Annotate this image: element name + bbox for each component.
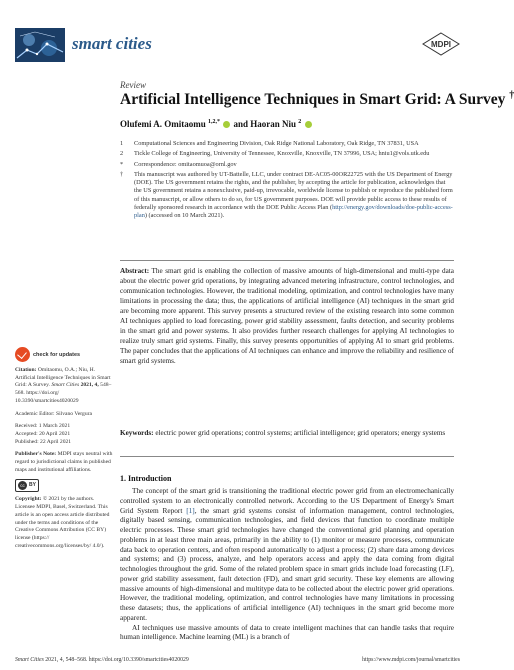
funding-note-text: This manuscript was authored by UT-Battelle, LLC, under contract DE-AC05-00OR22725 with the US Department of Energy (DOE). The US government retains the rights, and the publisher, by accepting the article for publication, acknowledges that the US government retains a nonexclusive, paid-up, irrevocable, worldwide license to publish or reproduce the published form of this manuscript, or allow others to do so, for US government purposes. DOE will provide public access to these results of federally sponsored research in accordance with the DOE Public Access Plan ( (134, 170, 453, 212)
footer-doi[interactable]: 2021, 4, 548–568. https://doi.org/10.3390/smartcities4020029 (45, 657, 189, 663)
author-line (120, 119, 313, 129)
cc-by-label: BY (29, 482, 36, 489)
citation-journal: Smart Cities (51, 382, 80, 389)
received-date: Received: 1 March 2021 (15, 423, 71, 430)
check-icon (15, 347, 30, 362)
check-updates-button[interactable] (15, 347, 115, 362)
abstract-label: Abstract: (120, 267, 150, 275)
footer-citation (15, 657, 189, 663)
doe-plan-link[interactable]: http://energy.gov/downloads/doe-public-access-plan (134, 204, 453, 220)
footer-journal: Smart Cities (15, 657, 44, 663)
intro-p1-before: The concept of the smart grid is transitioning the traditional electric power grid from an electromechanically controlled system to an electronically controlled network. According to the US Department of Energy's Smart Grid System Report (120, 486, 454, 515)
affiliation-mark: * (120, 160, 124, 168)
divider (120, 456, 454, 457)
keywords (120, 428, 454, 438)
divider (120, 260, 454, 261)
publisher-note-label: Publisher's Note: (15, 451, 57, 458)
funding-note (134, 171, 454, 221)
affiliation-mark: † (120, 170, 124, 178)
section-heading: 1. Introduction (120, 474, 172, 483)
orcid-icon[interactable] (305, 121, 312, 128)
citation-volume: 2021, 4, (80, 382, 99, 389)
intro-p1-after: , the smart grid systems consist of information management, control technologies, digitally based sensing, communication technologies, and field devices that function to coordinate multiple electric processes. These smart grid technologies have changed the conventional grid planning and operation problems in at least three main areas, primarily in the ability to (1) monitor or measure processes, communicate data back to operation centers, and often respond automatically to adjust a process; (2) share data among devices and systems; and (3) process, analyze, and help operators access and apply the data coming from digital technologies throughout the grid. Some of the related problem space in smart grids include load forecasting (LF), power grid stability assessment, fault detection (FD), and smart grid security. These key elements are allowing massive amounts of high-dimensional and multitype data to be collected about the electric power grid operations. However, the traditional modeling, optimization, and control technologies have many limitations in processing these datasets; thus, the applications of artificial intelligence (AI) techniques in the smart grid become more apparent. (120, 505, 454, 622)
intro-paragraph-1 (120, 486, 454, 623)
orcid-icon[interactable] (223, 121, 230, 128)
correspondence-text: Correspondence: omitaomuoa@ornl.gov (134, 160, 237, 168)
copyright-label: Copyright: (15, 496, 42, 503)
affiliation-mark: 2 (120, 150, 124, 158)
citation-block (15, 367, 115, 406)
author-2[interactable]: Haoran Niu (250, 119, 297, 129)
affiliation-item (120, 140, 454, 148)
journal-logo-icon (15, 28, 65, 62)
affiliations (120, 140, 454, 221)
mdpi-logo-text: MDPI (431, 40, 451, 49)
citation-label: Citation: (15, 367, 37, 373)
affiliation-item (120, 161, 454, 169)
footer-url[interactable]: https://www.mdpi.com/journal/smartcities (362, 657, 460, 663)
author-1-affil: 1,2,* (208, 119, 220, 125)
abstract (120, 266, 454, 366)
affiliation-item (120, 171, 454, 221)
affiliation-text: Computational Sciences and Engineering Division, Oak Ridge National Laboratory, Oak Ridge, TN 37831, USA (134, 140, 419, 147)
published-date: Published: 22 April 2021 (15, 438, 72, 445)
author-joiner: and (233, 119, 249, 129)
page-footer (15, 657, 460, 663)
copyright-block (15, 496, 115, 550)
affiliation-mark: 1 (120, 140, 124, 147)
affiliation-text: Tickle College of Engineering, University of Tennessee, Knoxville, Knoxville, TN 37996, USA; hniu1@vols.utk.edu (134, 150, 430, 158)
keywords-label: Keywords: (120, 429, 154, 437)
citation-text: Omitaomu, O.A.; Niu, H. Artificial Intelligence Techniques in Smart Grid: A Survey. (15, 367, 111, 389)
funding-note-after: ) (accessed on 10 March 2021). (144, 212, 225, 220)
publisher-note (15, 451, 115, 474)
reference-link[interactable]: [1] (186, 505, 195, 515)
check-updates-label: check for updates (33, 351, 81, 358)
affiliation-item (120, 150, 454, 158)
academic-editor: Academic Editor: Silvano Vergura (15, 410, 92, 417)
publisher-note-text: MDPI stays neutral with regard to jurisdictional claims in published maps and institutional affiliations. (15, 451, 113, 473)
title-text: Artificial Intelligence Techniques in Smart Grid: A Survey (120, 91, 506, 109)
journal-name: smart cities (72, 34, 152, 53)
intro-paragraph-2: AI techniques use massive amounts of data to create intelligent machines that can handle tasks that require human intelligence. Machine learning (ML) is a branch of (120, 622, 454, 642)
title-dagger: † (509, 90, 514, 101)
mdpi-logo-icon (422, 32, 460, 56)
accepted-date: Accepted: 20 April 2021 (15, 430, 71, 437)
article-sidebar (15, 347, 115, 550)
article-type: Review (120, 80, 146, 90)
author-1[interactable]: Olufemi A. Omitaomu (120, 119, 206, 129)
author-2-affil: 2 (298, 119, 302, 125)
cc-icon: cc (18, 481, 27, 490)
article-title (120, 90, 514, 109)
intro-body (120, 486, 454, 642)
journal-header (15, 26, 460, 66)
copyright-text: © 2021 by the authors. Licensee MDPI, Basel, Switzerland. This article is an open access article distributed under the terms and conditions of the Creative Commons Attribution (CC BY) license (https:// creativecommons.org/licenses/by/ 4.0/). (15, 496, 110, 549)
keywords-text: electric power grid operations; control systems; artificial intelligence; grid operators; energy systems (155, 429, 446, 437)
abstract-text: The smart grid is enabling the collection of massive amounts of high-dimensional and multi-type data about the electric power grid operations, by integrating advanced metering infrastructure, control technologies, and communication technologies. However, the traditional modeling, optimization, and control technologies have many limitations in processing the data; thus, the applications of artificial intelligence (AI) techniques in the smart grid are becoming more apparent. This survey presents a structured review of the existing research into some common AI techniques applied to load forecasting, power grid stability assessment, faults detection, and security problems in the smart grid and power systems. It also provides further research challenges for applying AI technologies to realize truly smart grid systems. Finally, this survey presents opportunities of applying AI to smart grid problems. The paper concludes that the applications of AI techniques can enhance and improve the reliability and resilience of smart grid systems. (120, 267, 454, 365)
cc-license-badge[interactable] (15, 479, 39, 492)
citation-doi[interactable]: 548–568. https://doi.org/ 10.3390/smartcities4020029 (15, 382, 112, 404)
